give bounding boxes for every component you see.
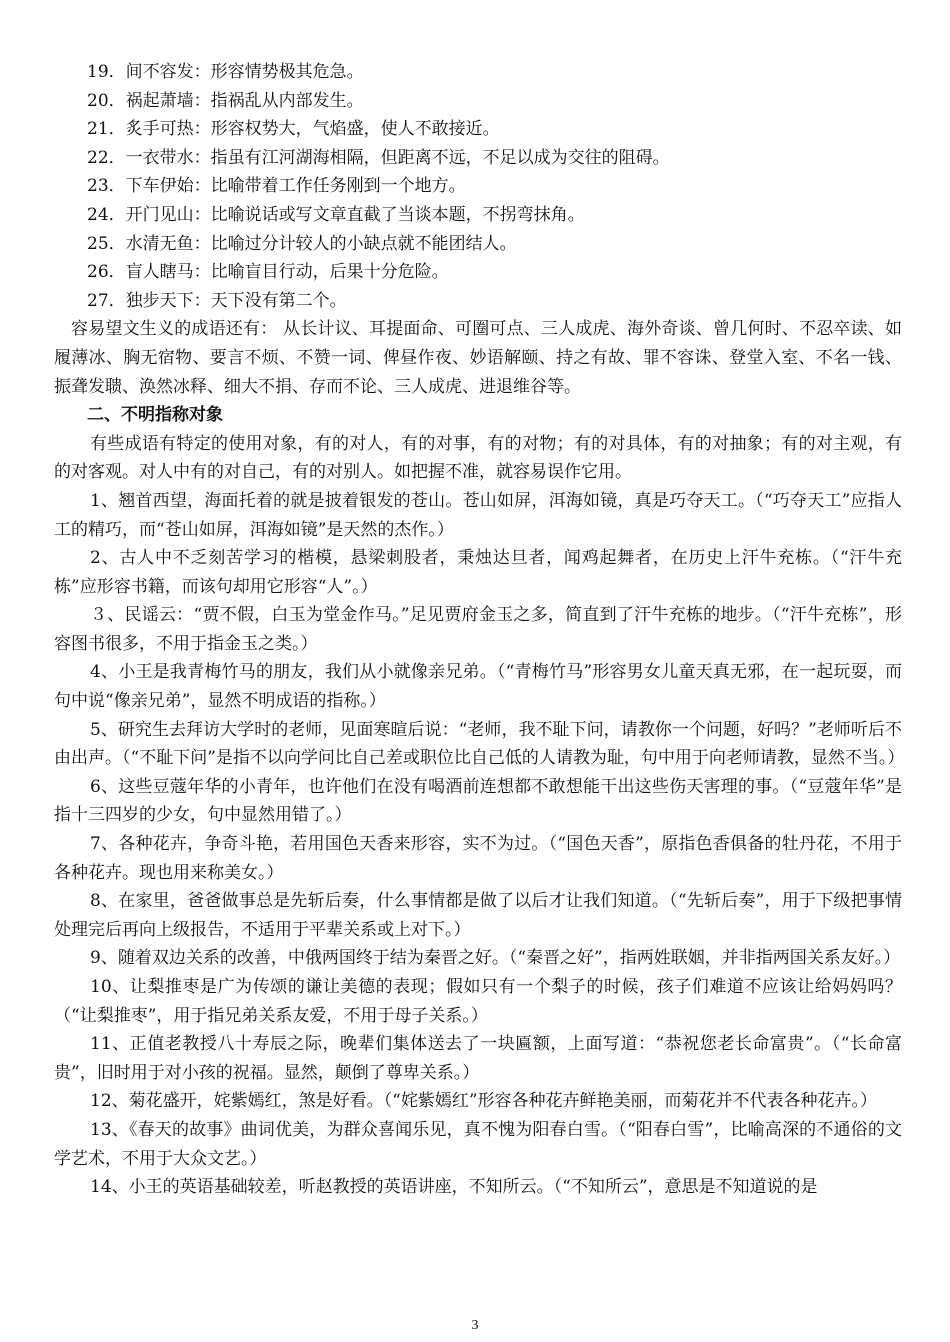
example-paragraph: ３、民谣云：“贾不假，白玉为堂金作马。”足见贾府金玉之多，简直到了汗牛充栋的地步。（“汗牛充栋”，形容图书很多，不用于指金玉之类。） — [54, 605, 902, 654]
list-item: 25．水清无鱼：比喻过分计较人的小缺点就不能团结人。 — [87, 233, 517, 254]
list-item: 26．盲人瞎马：比喻盲目行动，后果十分危险。 — [87, 262, 449, 283]
page-number: 3 — [471, 1318, 479, 1333]
example-paragraph: 5、研究生去拜访大学时的老师，见面寒暄后说：“老师，我不耻下问，请教你一个问题，好吗？”老师听后不由出声。（“不耻下问”是指不以向学问比自己差或职位比自己低的人请教为耻，句中用于向老师请教，显然不当。） — [54, 719, 905, 769]
list-item: 20．祸起萧墙：指祸乱从内部发生。 — [87, 90, 364, 111]
list-item: 21．炙手可热：形容权势大，气焰盛，使人不敢接近。 — [87, 119, 500, 140]
example-paragraph: 11、正值老教授八十寿辰之际，晚辈们集体送去了一块匾额，上面写道：“恭祝您老长命富贵”。（“长命富贵”，旧时用于对小孩的祝福。显然，颠倒了尊卑关系。） — [54, 1034, 902, 1083]
example-paragraph: 7、各种花卉，争奇斗艳，若用国色天香来形容，实不为过。（“国色天香”，原指色香俱备的牡丹花，不用于各种花卉。现也用来称美女。） — [54, 834, 902, 883]
example-paragraph: 4、小王是我青梅竹马的朋友，我们从小就像亲兄弟。（“青梅竹马”形容男女儿童天真无邪，在一起玩耍，而句中说“像亲兄弟”，显然不明成语的指称。） — [54, 662, 902, 712]
list-item: 23．下车伊始：比喻带着工作任务刚到一个地方。 — [87, 176, 466, 197]
example-paragraph: 12、菊花盛开，姹紫嫣红，煞是好看。（“姹紫嫣红”形容各种花卉鲜艳美丽，而菊花并不代表各种花卉。） — [90, 1091, 878, 1112]
example-paragraph: 13、《春天的故事》曲词优美，为群众喜闻乐见，真不愧为阳春白雪。（“阳春白雪”，比喻高深的不通俗的文学艺术，不用于大众文艺。） — [54, 1119, 902, 1169]
section-heading: 二、不明指称对象 — [87, 405, 223, 426]
list-item: 24．开门见山：比喻说话或写文章直截了当谈本题，不拐弯抹角。 — [87, 204, 585, 225]
example-paragraph: 1、翘首西望，海面托着的就是披着银发的苍山。苍山如屏，洱海如镜，真是巧夺天工。（“巧夺天工”应指人工的精巧，而“苍山如屏，洱海如镜”是天然的杰作。） — [54, 490, 902, 540]
summary-paragraph: 容易望文生义的成语还有： 从长计议、耳提面命、可圈可点、三人成虎、海外奇谈、曾几何时、不忍卒读、如履薄冰、胸无宿物、要言不烦、不赞一词、俾昼作夜、妙语解颐、持之有故、罪不容诛、登堂入室、不名一钱、振聋发聩、涣然冰释、细大不捐、存而不论、三人成虎、进退维谷等。 — [54, 319, 902, 397]
example-paragraph: 2、古人中不乏刻苦学习的楷模，悬梁刺股者，秉烛达旦者，闻鸡起舞者，在历史上汗牛充栋。（“汗牛充栋”应形容书籍，而该句却用它形容“人”。） — [54, 548, 902, 597]
list-item: 22．一衣带水：指虽有江河湖海相隔，但距离不远，不足以成为交往的阻碍。 — [87, 147, 670, 168]
list-item: 27．独步天下：天下没有第二个。 — [87, 290, 347, 311]
example-paragraph: 6、这些豆蔻年华的小青年，也许他们在没有喝酒前连想都不敢想能干出这些伤天害理的事。（“豆蔻年华”是指十三四岁的少女，句中显然用错了。） — [54, 776, 902, 826]
section-intro-paragraph: 有些成语有特定的使用对象，有的对人，有的对事，有的对物；有的对具体，有的对抽象；有的对主观，有的对客观。对人中有的对自己，有的对别人。如把握不准，就容易误作它用。 — [54, 433, 902, 483]
list-item: 19．间不容发：形容情势极其危急。 — [87, 62, 364, 82]
example-paragraph: 8、在家里，爸爸做事总是先斩后奏，什么事情都是做了以后才让我们知道。（“先斩后奏”，用于下级把事情处理完后再向上级报告，不适用于平辈关系或上对下。） — [54, 891, 902, 940]
example-paragraph: 14、小王的英语基础较差，听赵教授的英语讲座，不知所云。（“不知所云”，意思是不知道说的是 — [90, 1177, 818, 1198]
page-content — [54, 58, 905, 1202]
example-paragraph: 10、让梨推枣是广为传颂的谦让美德的表现；假如只有一个梨子的时候，孩子们难道不应该让给妈妈吗？（“让梨推枣”，用于指兄弟关系友爱，不用于母子关系。） — [54, 977, 902, 1026]
example-paragraph: 9、随着双边关系的改善，中俄两国终于结为秦晋之好。（“秦晋之好”，指两姓联姻，并非指两国关系友好。） — [90, 948, 901, 969]
